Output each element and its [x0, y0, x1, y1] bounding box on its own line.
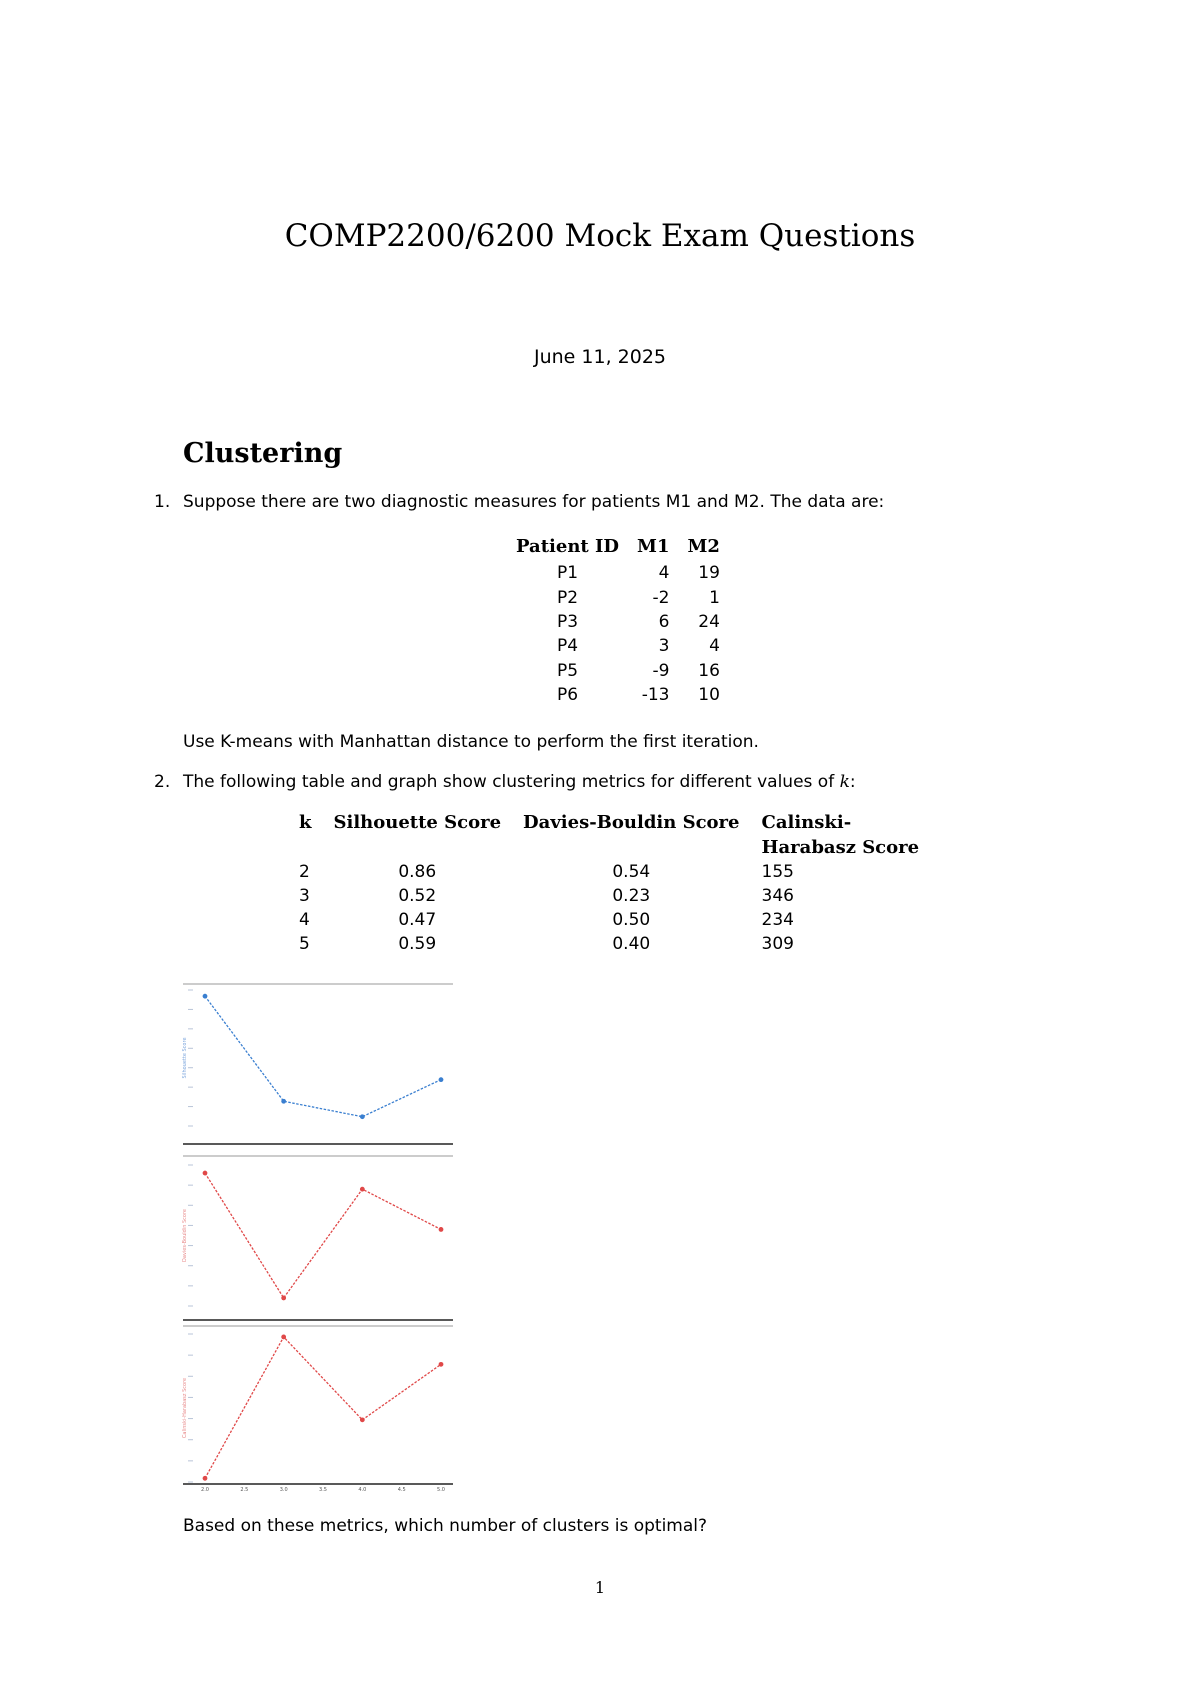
cell-davies-bouldin: 0.50 [612, 910, 651, 930]
x-tick-label: 2.0 [201, 1487, 209, 1493]
table-row [288, 884, 930, 908]
metrics-table-header [288, 810, 930, 860]
table-row [507, 683, 729, 707]
data-point [281, 1099, 286, 1104]
cell-calinski-harabasz: 155 [761, 862, 794, 882]
table-row [288, 860, 930, 884]
chart-ylabel: Silhouette Score [182, 1037, 188, 1079]
data-point [203, 1171, 208, 1176]
cell-m2: 16 [698, 660, 720, 681]
q1-number: 1. [154, 492, 171, 512]
q2-colon: : [849, 772, 856, 792]
cell-patient-id: P5 [556, 660, 579, 681]
cell-patient-id: P3 [556, 611, 579, 632]
cell-m1: -2 [652, 587, 670, 608]
cell-m2: 19 [698, 563, 720, 584]
metrics-table [288, 810, 930, 956]
patient-table-header [507, 533, 729, 561]
x-tick-label: 4.0 [358, 1487, 367, 1493]
cell-k: 3 [299, 886, 310, 906]
data-point [439, 1077, 444, 1082]
data-point [203, 1476, 208, 1481]
series-line [205, 996, 441, 1117]
table-row [507, 585, 729, 609]
header-calinski-line2: Harabasz Score [761, 837, 920, 858]
cell-m1: -13 [641, 685, 670, 706]
data-point [281, 1335, 286, 1340]
cell-m1: -9 [652, 660, 670, 681]
cell-patient-id: P4 [556, 636, 579, 657]
cell-m2: 1 [709, 587, 720, 608]
data-point [360, 1417, 365, 1422]
page-number: 1 [594, 1578, 606, 1597]
header-silhouette: Silhouette Score [333, 812, 502, 833]
q2-text [183, 772, 856, 792]
x-tick-label: 2.5 [240, 1487, 249, 1493]
header-davies-bouldin: Davies-Bouldin Score [523, 812, 740, 833]
header-calinski-line1: Calinski- [761, 812, 852, 833]
table-row [507, 610, 729, 634]
header-calinski-harabasz [751, 810, 931, 860]
cell-m2: 24 [698, 611, 720, 632]
page-date: June 11, 2025 [533, 346, 667, 368]
chart-ylabel: Davies-Bouldin Score [182, 1209, 188, 1262]
q1-text: Suppose there are two diagnostic measures for patients M1 and M2. The data are: [183, 492, 885, 512]
header-patient-id: Patient ID [516, 535, 620, 557]
x-tick-label: 3.0 [279, 1487, 288, 1493]
cell-calinski-harabasz: 346 [761, 886, 794, 906]
metrics-charts [183, 984, 453, 1494]
data-point [281, 1296, 286, 1301]
q2-number: 2. [154, 772, 171, 792]
cell-davies-bouldin: 0.54 [612, 862, 651, 882]
q2-question: Based on these metrics, which number of clusters is optimal? [183, 1516, 708, 1536]
cell-calinski-harabasz: 309 [761, 934, 794, 954]
data-point [439, 1362, 444, 1367]
data-point [203, 994, 208, 999]
cell-m1: 6 [658, 611, 670, 632]
cell-silhouette: 0.59 [398, 934, 437, 954]
patient-table [507, 533, 729, 707]
page-title: COMP2200/6200 Mock Exam Questions [284, 218, 916, 254]
cell-calinski-harabasz: 234 [761, 910, 794, 930]
cell-m2: 10 [698, 685, 720, 706]
cell-silhouette: 0.47 [398, 910, 437, 930]
cell-k: 4 [299, 910, 310, 930]
q1-instruction: Use K-means with Manhattan distance to perform the first iteration. [183, 732, 759, 752]
data-point [360, 1114, 365, 1119]
series-line [205, 1337, 441, 1478]
section-heading: Clustering [183, 438, 343, 469]
chart-ylabel: Calinski-Harabasz Score [182, 1377, 188, 1439]
header-m1: M1 [637, 535, 670, 557]
data-point [439, 1227, 444, 1232]
cell-davies-bouldin: 0.40 [612, 934, 651, 954]
q2-k-symbol: k [839, 772, 850, 792]
cell-m1: 4 [658, 563, 670, 584]
header-m2: M2 [687, 535, 720, 557]
cell-m2: 4 [709, 636, 720, 657]
metrics-chart-svg [183, 984, 453, 1494]
data-point [360, 1187, 365, 1192]
cell-davies-bouldin: 0.23 [612, 886, 651, 906]
cell-patient-id: P6 [556, 685, 579, 706]
table-row [288, 932, 930, 956]
cell-k: 5 [299, 934, 310, 954]
x-tick-label: 4.5 [397, 1487, 406, 1493]
table-row [507, 659, 729, 683]
x-tick-label: 5.0 [437, 1487, 445, 1493]
table-row [507, 561, 729, 585]
series-line [205, 1173, 441, 1298]
table-row [507, 634, 729, 658]
table-row [288, 908, 930, 932]
header-k: k [299, 812, 312, 833]
cell-k: 2 [299, 862, 310, 882]
cell-m1: 3 [658, 636, 670, 657]
cell-silhouette: 0.86 [398, 862, 437, 882]
cell-patient-id: P2 [556, 587, 579, 608]
cell-patient-id: P1 [556, 563, 579, 584]
x-tick-label: 3.5 [319, 1487, 327, 1493]
q2-text-main: The following table and graph show clustering metrics for different values of [183, 772, 840, 792]
cell-silhouette: 0.52 [398, 886, 437, 906]
